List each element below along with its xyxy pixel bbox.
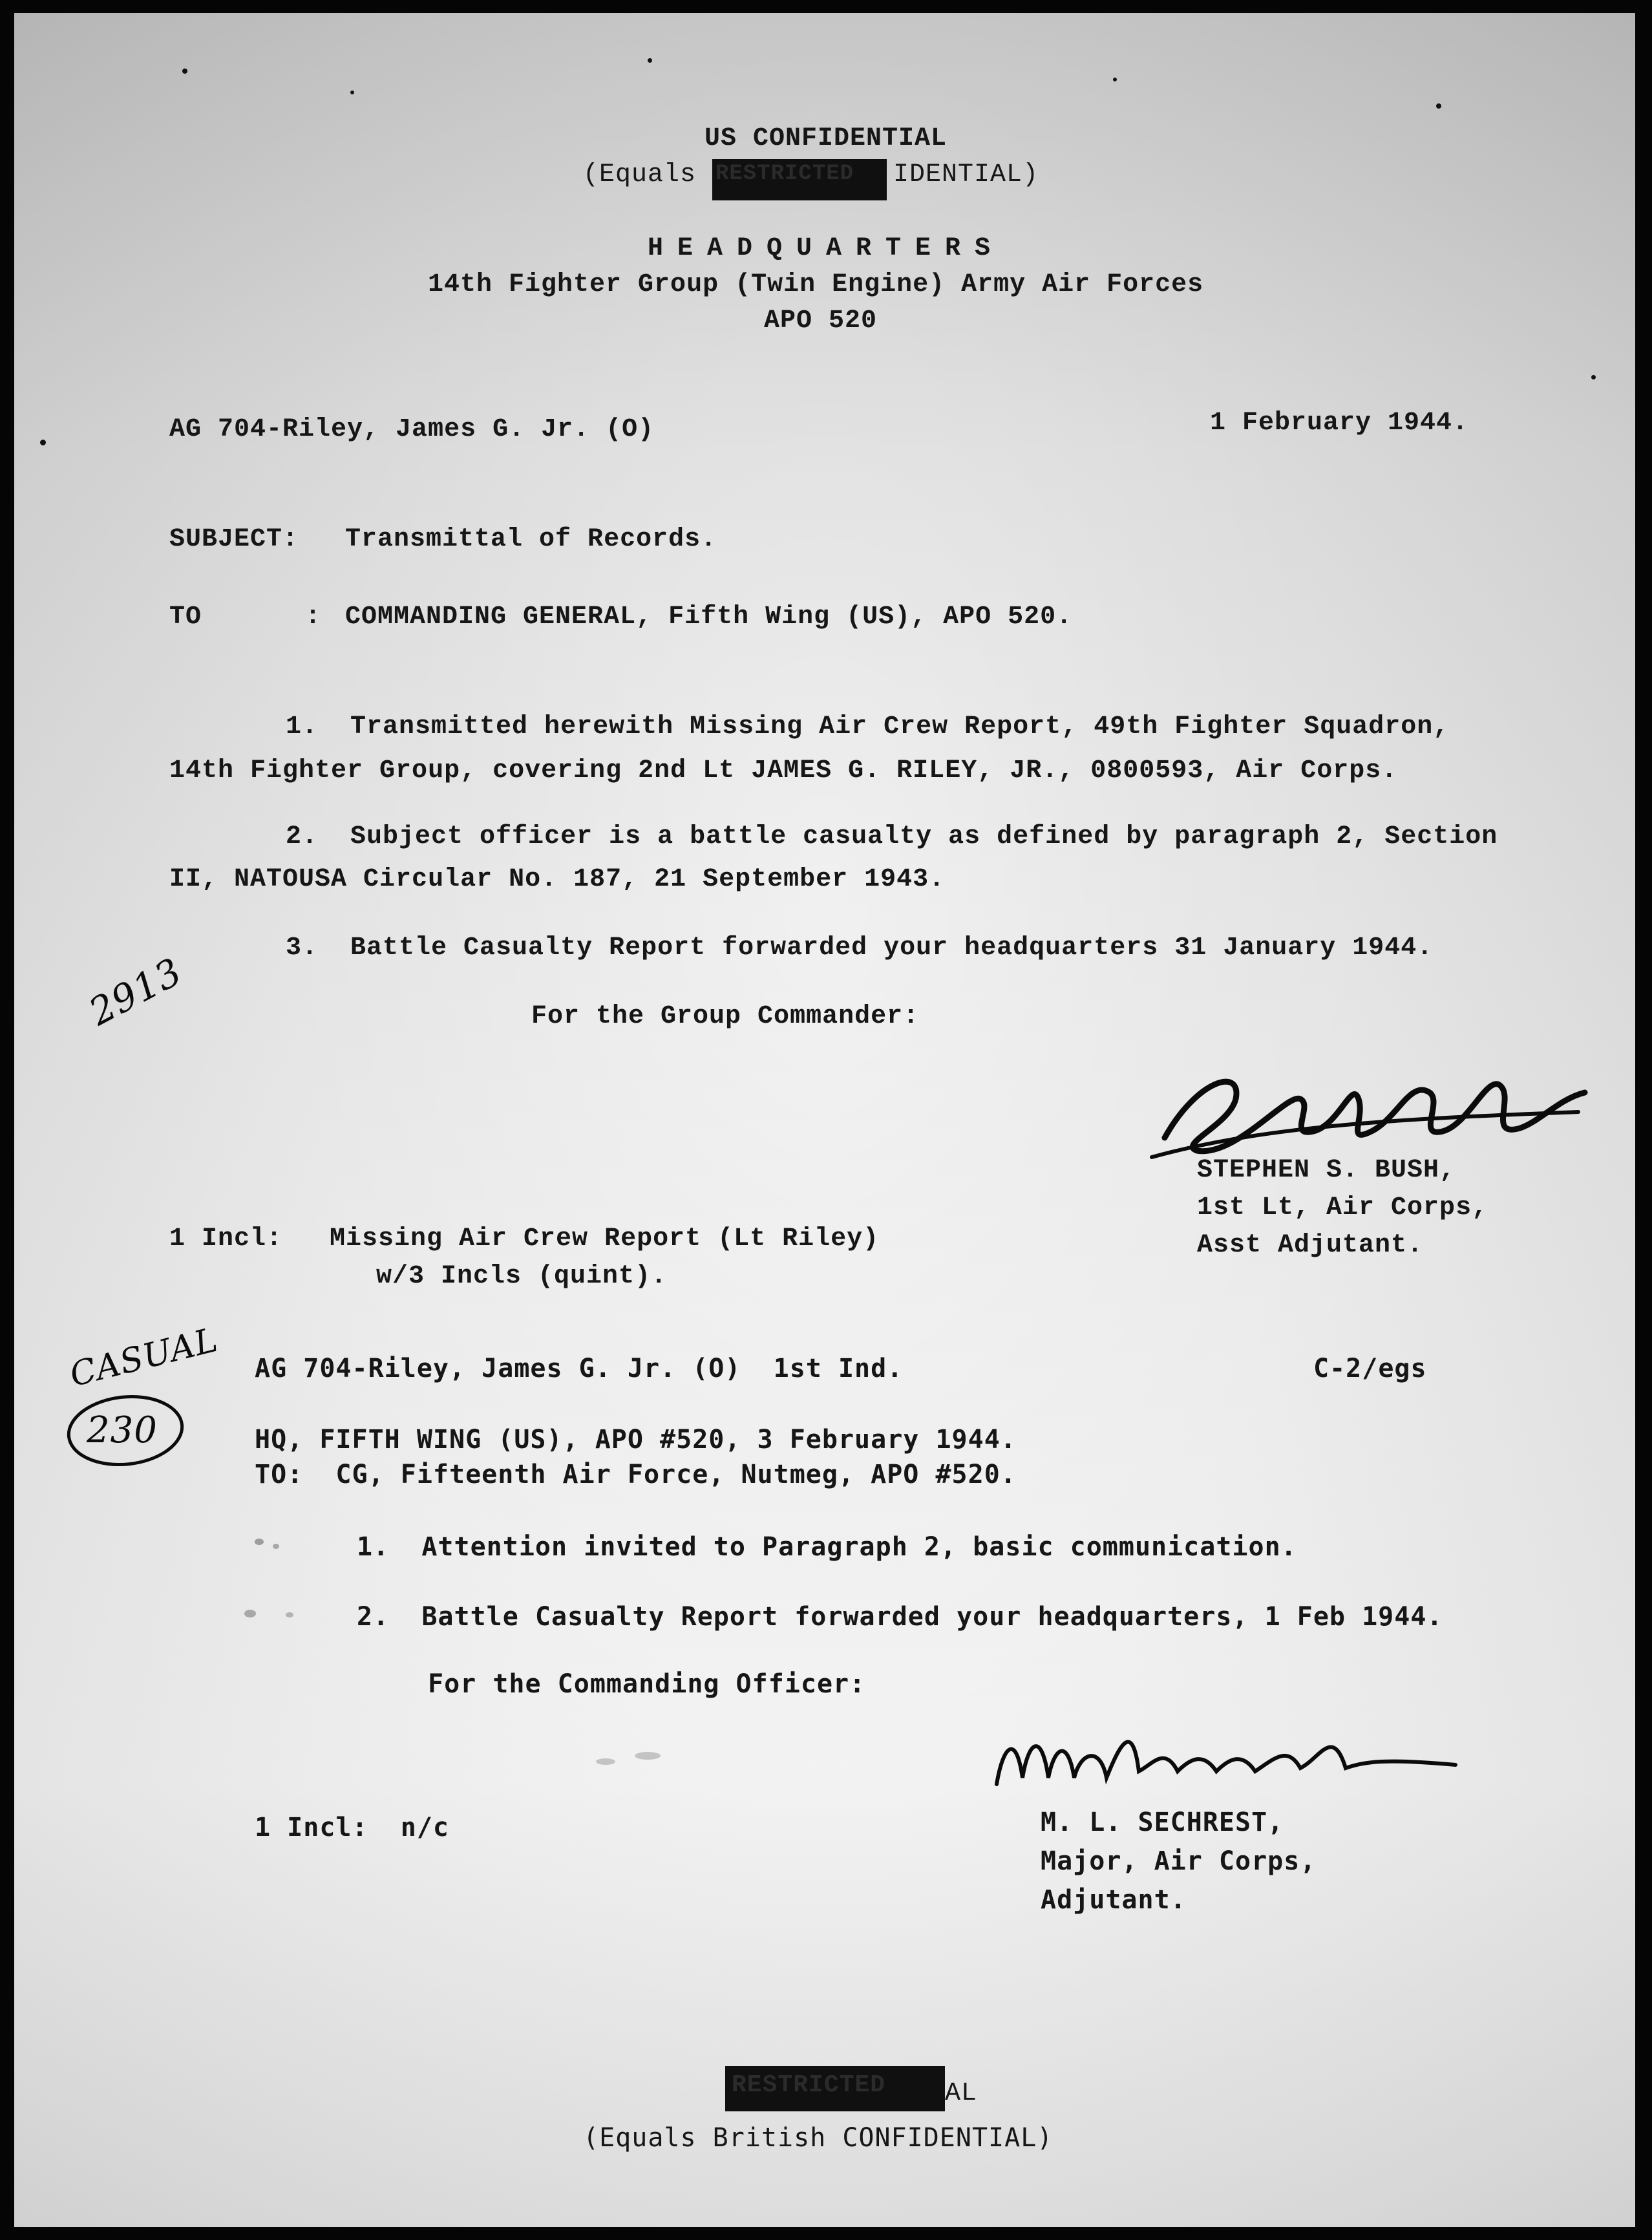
apo-line: APO 520 [764,306,878,336]
ind-closing: For the Commanding Officer: [428,1669,866,1699]
org-title: HEADQUARTERS [648,234,1005,263]
smudge [244,1610,256,1617]
dust-speck [1113,78,1117,81]
dust-speck [350,91,354,94]
ind-signer-name: M. L. SECHREST, [1041,1808,1284,1837]
inclosure-line-1: Missing Air Crew Report (Lt Riley) [330,1224,880,1253]
signer-rank: 1st Lt, Air Corps, [1197,1193,1488,1222]
equals-left: (Equals [583,160,697,189]
ind-paragraph-2: 2. Battle Casualty Report forwarded your headquarters, 1 Feb 1944. [357,1602,1443,1632]
dust-speck [1591,375,1596,379]
smudge [635,1752,661,1760]
dust-speck [1436,103,1441,109]
signer-title: Asst Adjutant. [1197,1231,1424,1260]
equals-right: IDENTIAL) [893,160,1039,189]
ind-signer-title: Adjutant. [1041,1885,1187,1915]
to-separator: : [305,603,322,632]
ind-to-line: TO: CG, Fifteenth Air Force, Nutmeg, APO #520. [255,1460,1017,1489]
subject-label: SUBJECT: [169,525,299,554]
paragraph-1-line-1: 1. Transmitted herewith Missing Air Crew Report, 49th Fighter Squadron, [286,712,1450,741]
ind-from-line: HQ, FIFTH WING (US), APO #520, 3 February 1944. [255,1425,1017,1455]
ind-signer-rank: Major, Air Corps, [1041,1846,1317,1876]
smudge [286,1612,293,1617]
ind-inclosure: 1 Incl: n/c [255,1813,449,1842]
signature-sechrest [984,1707,1462,1804]
smudge [255,1539,264,1545]
stamp-word-bottom: RESTRICTED [732,2071,886,2099]
paragraph-3: 3. Battle Casualty Report forwarded your headquarters 31 January 1944. [286,933,1434,963]
document-page [14,13,1635,2227]
dust-speck [648,58,652,63]
to-label: TO [169,603,202,632]
dust-speck [182,69,187,74]
smudge [273,1544,279,1549]
stamp-word-top: RESTRICTED [715,162,854,186]
circled-number: 230 [87,1409,158,1451]
to-addressee: COMMANDING GENERAL, Fifth Wing (US), APO 520. [345,603,1073,632]
inclosure-line-2: w/3 Incls (quint). [376,1262,668,1291]
signature-bush-text [1139,1073,1154,1074]
signer-name: STEPHEN S. BUSH, [1197,1156,1456,1185]
closing-group-commander: For the Group Commander: [531,1002,920,1031]
unit-line: 14th Fighter Group (Twin Engine) Army Air Forces [428,270,1204,299]
inclosure-label: 1 Incl: [169,1224,283,1253]
ind-paragraph-1: 1. Attention invited to Paragraph 2, basic communication. [357,1532,1297,1562]
casual-note: CASUAL [66,1320,222,1395]
paragraph-2-line-1: 2. Subject officer is a battle casualty as defined by paragraph 2, Section [286,822,1498,851]
ind-code: C-2/egs [1313,1354,1427,1383]
subject-text: Transmittal of Records. [345,525,717,554]
letter-date: 1 February 1944. [1210,409,1469,438]
ind-file-reference: AG 704-Riley, James G. Jr. (O) 1st Ind. [255,1354,904,1383]
paragraph-2-line-2: II, NATOUSA Circular No. 187, 21 September 1943. [169,865,946,894]
classification-top: US CONFIDENTIAL [704,124,948,153]
signature-sechrest-text [984,1745,996,1746]
dust-speck [40,440,46,445]
smudge [596,1758,615,1765]
margin-number: 2913 [81,949,189,1034]
paragraph-1-line-2: 14th Fighter Group, covering 2nd Lt JAMES G. RILEY, JR., 0800593, Air Corps. [169,756,1398,785]
equals-british-line: (Equals British CONFIDENTIAL) [583,2123,1054,2153]
classification-suffix: AL [945,2079,978,2108]
file-reference: AG 704-Riley, James G. Jr. (O) [169,415,655,444]
